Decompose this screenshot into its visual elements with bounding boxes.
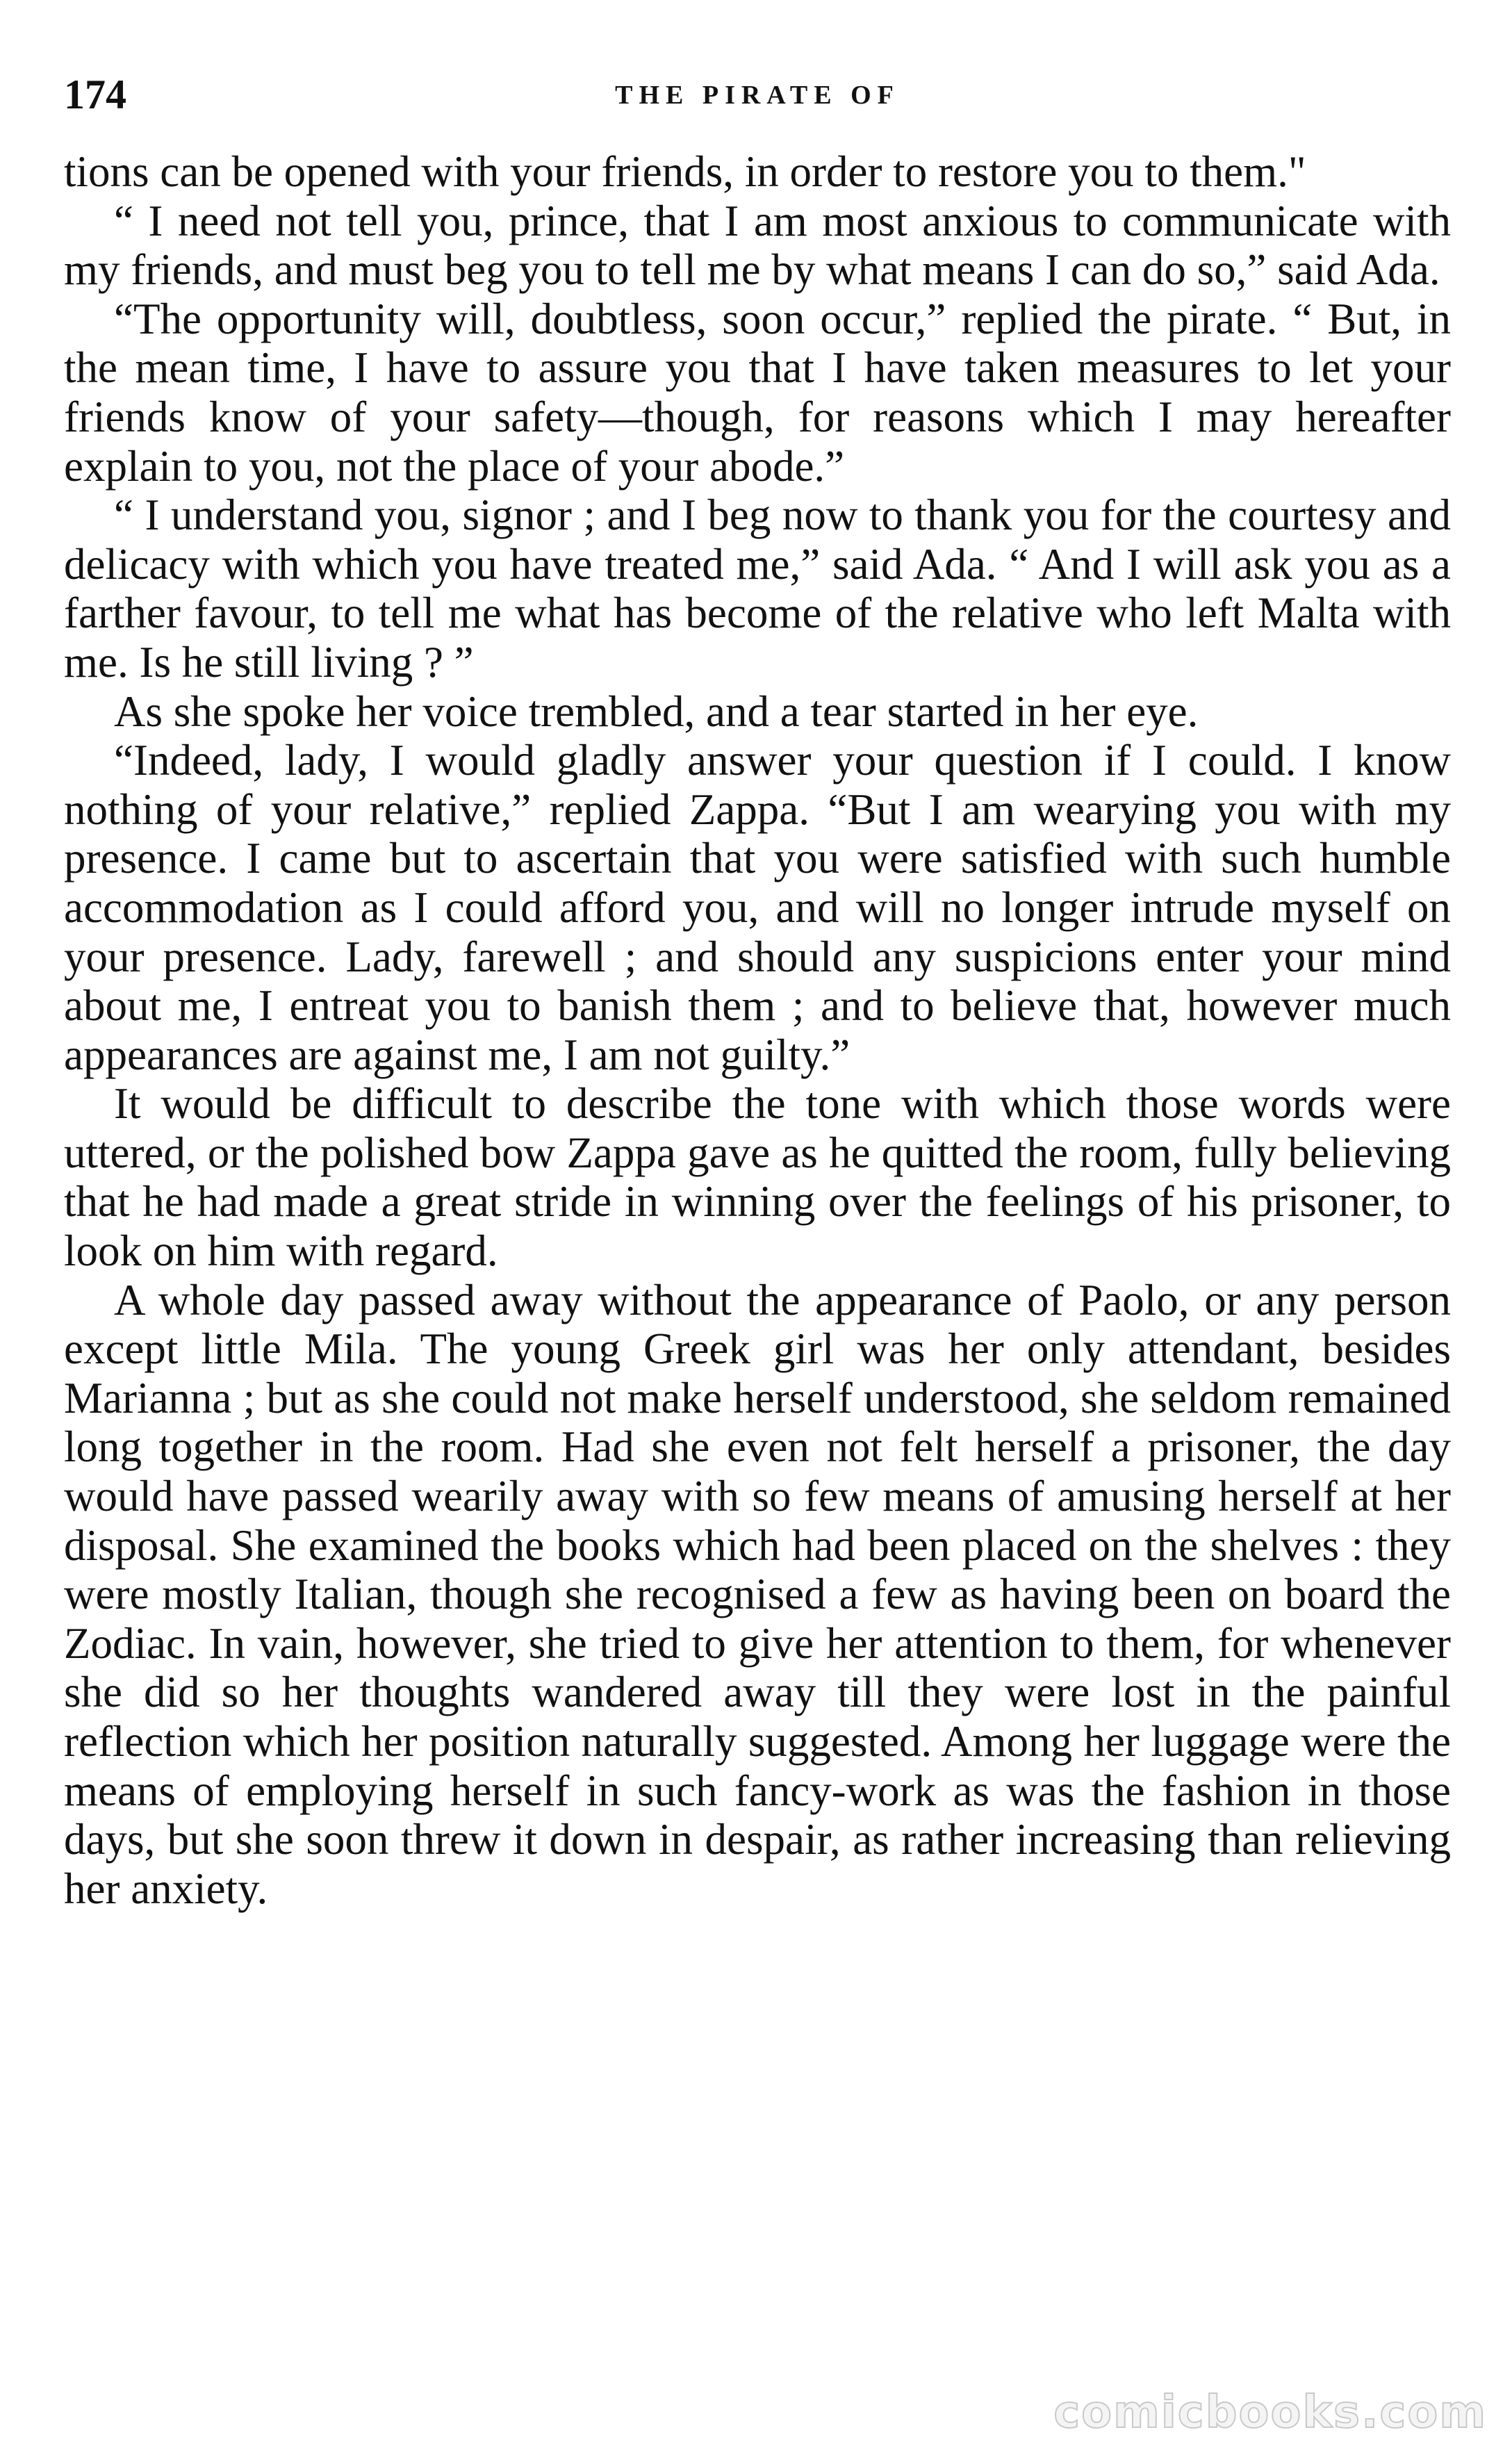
- watermark: comicbooks.com: [1053, 2387, 1487, 2438]
- paragraph-1: tions can be opened with your friends, in order to restore you to them.": [64, 147, 1306, 196]
- page-number: 174: [64, 72, 126, 117]
- body-text: [64, 147, 1451, 1913]
- paragraph-4: “ I understand you, signor ; and I beg now to thank you for the courtesy and delicacy with which you have treated me,” said Ada. “ And I will ask you as a farther favour, to tell me what has become of the relative who left Malta with me. Is he still living ? ”: [64, 491, 1451, 687]
- running-title: THE PIRATE OF: [615, 81, 900, 110]
- paragraph-2: “ I need not tell you, prince, that I am most anxious to communicate with my friends, and must beg you to tell me by what means I can do so,” said Ada.: [64, 196, 1451, 295]
- paragraph-7: It would be difficult to describe the tone with which those words were uttered, or the polished bow Zappa gave as he quitted the room, fully believing that he had made a great stride in winning over the feelings of his prisoner, to look on him with regard.: [64, 1079, 1451, 1276]
- paragraph-3: “The opportunity will, doubtless, soon occur,” replied the pirate. “ But, in the mean time, I have to assure you that I have taken measures to let your friends know of your safety—though, for reasons which I may hereafter explain to you, not the place of your abode.”: [64, 294, 1451, 491]
- page-header: [64, 67, 1451, 122]
- paragraph-6: “Indeed, lady, I would gladly answer your question if I could. I know nothing of your relative,” replied Zappa. “But I am wearying you with my presence. I came but to ascertain that you were satisfied with such humble accommodation as I could afford you, and will no longer intrude myself on your presence. Lady, farewell ; and should any suspicions enter your mind about me, I entreat you to banish them ; and to believe that, however much appearances are against me, I am not guilty.”: [64, 736, 1451, 1079]
- paragraph-5: As she spoke her voice trembled, and a tear started in her eye.: [114, 687, 1199, 736]
- paragraph-8: A whole day passed away without the appearance of Paolo, or any person except little Mila. The young Greek girl was her only attendant, besides Marianna ; but as she could not make herself understood, she seldom remained long together in the room. Had she even not felt herself a prisoner, the day would have passed wearily away with so few means of amusing herself at her disposal. She examined the books which had been placed on the shelves : they were mostly Italian, though she recognised a few as having been on board the Zodiac. In vain, however, she tried to give her attention to them, for whenever she did so her thoughts wandered away till they were lost in the painful reflection which her position naturally suggested. Among her luggage were the means of employing herself in such fancy-work as was the fashion in those days, but she soon threw it down in despair, as rather increasing than relieving her anxiety.: [64, 1275, 1451, 1913]
